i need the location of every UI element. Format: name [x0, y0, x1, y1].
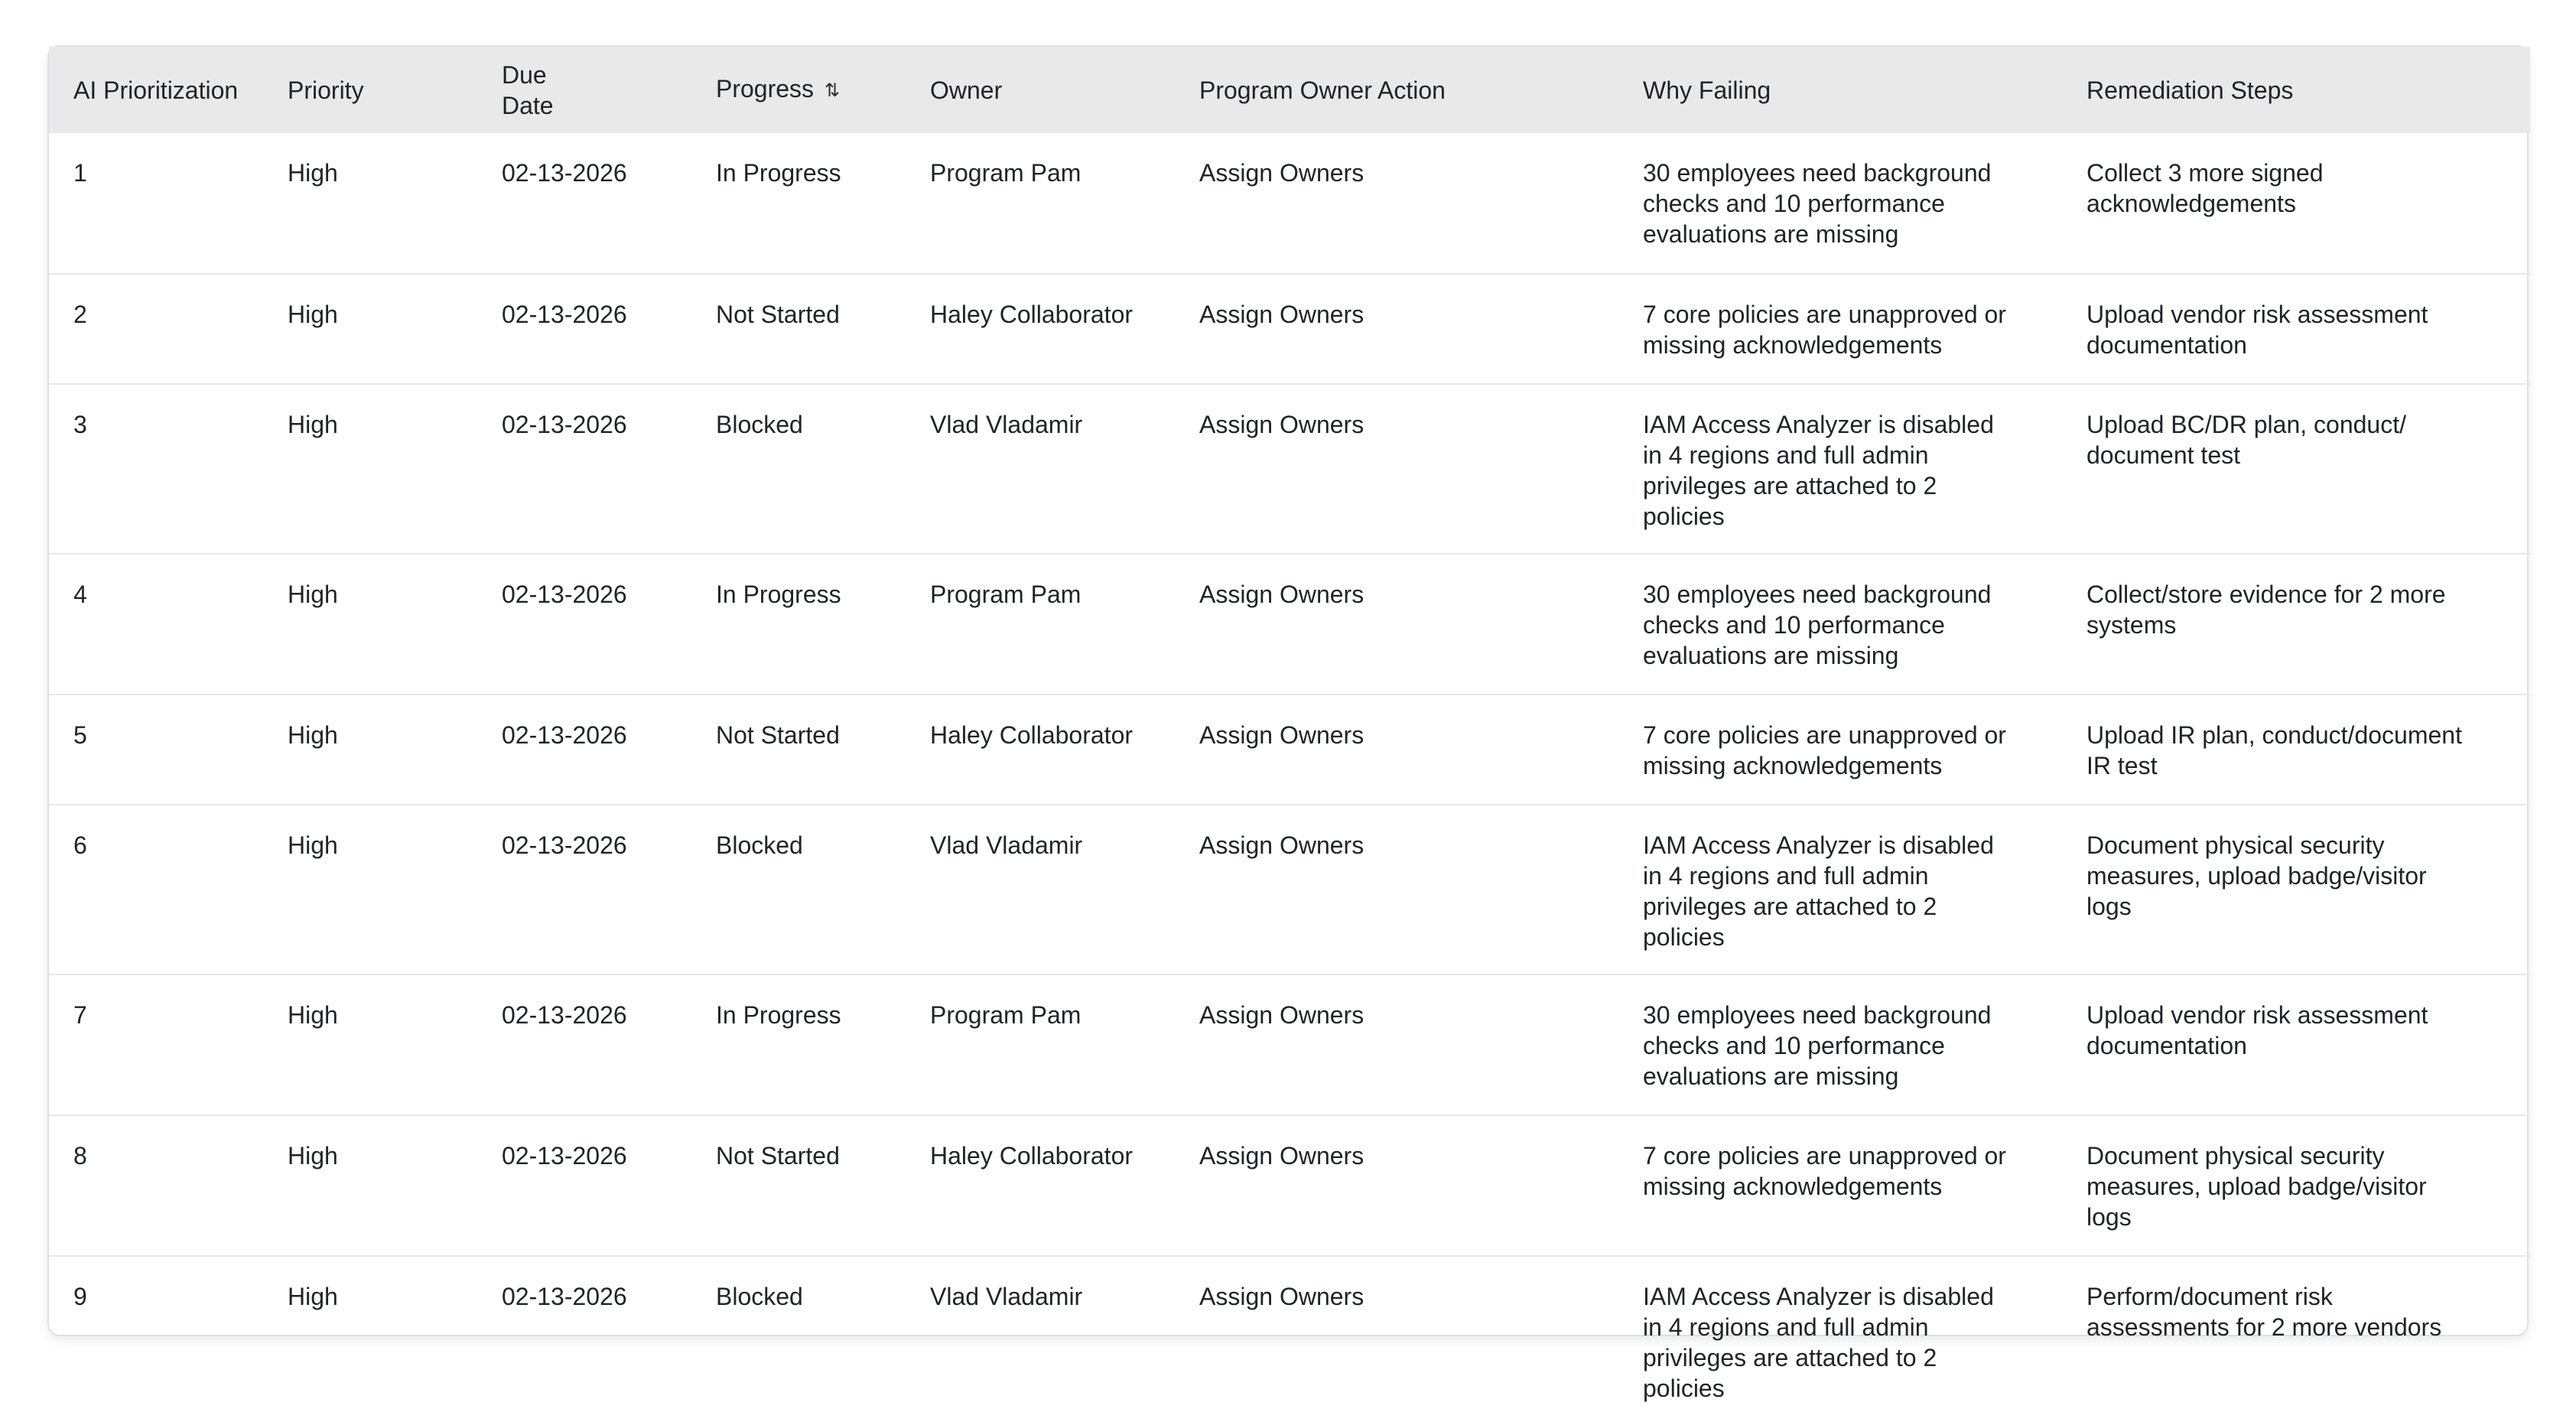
- cell-priority: High: [288, 301, 338, 328]
- cell-priority: High: [288, 1001, 338, 1029]
- cell-rank: 3: [73, 411, 87, 438]
- cell-progress: Not Started: [716, 721, 840, 749]
- cell-progress: Not Started: [716, 301, 840, 328]
- cell-remediation-steps: Document physical security measures, upload badge/visitor logs: [2086, 831, 2427, 920]
- cell-priority: High: [288, 721, 338, 749]
- remediation-table: [49, 47, 2530, 1425]
- cell-rank: 5: [73, 721, 87, 749]
- cell-priority: High: [288, 1283, 338, 1310]
- cell-remediation-steps: Upload BC/DR plan, conduct/ document test: [2086, 411, 2406, 469]
- cell-progress: Not Started: [716, 1142, 840, 1170]
- cell-program-owner-action[interactable]: Assign Owners: [1199, 1283, 1364, 1310]
- cell-priority: High: [288, 159, 338, 187]
- cell-why-failing: 7 core policies are unapproved or missing acknowledgements: [1643, 721, 2006, 779]
- sort-arrows-icon[interactable]: ⇅: [825, 80, 841, 101]
- cell-due-date: 02-13-2026: [502, 831, 627, 859]
- cell-remediation-steps: Collect 3 more signed acknowledgements: [2086, 159, 2324, 217]
- cell-owner: Vlad Vladamir: [930, 1283, 1083, 1310]
- cell-priority: High: [288, 581, 338, 608]
- cell-rank: 7: [73, 1001, 87, 1029]
- cell-why-failing: 30 employees need background checks and 10 performance evaluations are missing: [1643, 581, 1992, 669]
- cell-progress: Blocked: [716, 411, 803, 438]
- cell-rank: 8: [73, 1142, 87, 1170]
- table-row[interactable]: [49, 554, 2530, 695]
- cell-program-owner-action[interactable]: Assign Owners: [1199, 721, 1364, 749]
- cell-owner: Vlad Vladamir: [930, 831, 1083, 859]
- table-row[interactable]: [49, 805, 2530, 974]
- cell-remediation-steps: Upload vendor risk assessment documentation: [2086, 1001, 2428, 1059]
- cell-why-failing: IAM Access Analyzer is disabled in 4 regions and full admin privileges are attached to 2 policies: [1643, 1283, 1994, 1402]
- due-date-header-line2: Date: [502, 91, 554, 119]
- cell-program-owner-action[interactable]: Assign Owners: [1199, 581, 1364, 608]
- cell-progress: In Progress: [716, 1001, 841, 1029]
- cell-program-owner-action[interactable]: Assign Owners: [1199, 831, 1364, 859]
- column-header-due-date[interactable]: [477, 47, 691, 133]
- remediation-table-card: [47, 45, 2529, 1402]
- cell-due-date: 02-13-2026: [502, 301, 627, 328]
- column-header-priority[interactable]: Priority: [288, 76, 364, 104]
- cell-program-owner-action[interactable]: Assign Owners: [1199, 411, 1364, 438]
- cell-why-failing: IAM Access Analyzer is disabled in 4 regions and full admin privileges are attached to 2 policies: [1643, 831, 1994, 951]
- cell-progress: Blocked: [716, 831, 803, 859]
- table-row[interactable]: [49, 1256, 2530, 1425]
- cell-why-failing: 30 employees need background checks and 10 performance evaluations are missing: [1643, 1001, 1992, 1090]
- cell-rank: 6: [73, 831, 87, 859]
- cell-remediation-steps: Collect/store evidence for 2 more systems: [2086, 581, 2446, 639]
- cell-rank: 9: [73, 1283, 87, 1310]
- cell-progress: Blocked: [716, 1283, 803, 1310]
- cell-program-owner-action[interactable]: Assign Owners: [1199, 159, 1364, 187]
- cell-why-failing: IAM Access Analyzer is disabled in 4 regions and full admin privileges are attached to 2 policies: [1643, 411, 1994, 530]
- cell-priority: High: [288, 1142, 338, 1170]
- cell-owner: Program Pam: [930, 1001, 1081, 1029]
- cell-owner: Haley Collaborator: [930, 1142, 1134, 1170]
- cell-program-owner-action[interactable]: Assign Owners: [1199, 1142, 1364, 1170]
- cell-why-failing: 7 core policies are unapproved or missing acknowledgements: [1643, 301, 2006, 359]
- cell-due-date: 02-13-2026: [502, 1283, 627, 1310]
- cell-owner: Program Pam: [930, 581, 1081, 608]
- table-header-row: [49, 47, 2530, 133]
- cell-owner: Program Pam: [930, 159, 1081, 187]
- cell-why-failing: 7 core policies are unapproved or missing acknowledgements: [1643, 1142, 2006, 1200]
- column-header-owner[interactable]: Owner: [930, 76, 1003, 104]
- table-row[interactable]: [49, 274, 2530, 384]
- column-header-progress[interactable]: [691, 47, 906, 133]
- cell-remediation-steps: Upload vendor risk assessment documentation: [2086, 301, 2428, 359]
- cell-owner: Vlad Vladamir: [930, 411, 1083, 438]
- cell-due-date: 02-13-2026: [502, 1001, 627, 1029]
- cell-priority: High: [288, 411, 338, 438]
- due-date-header-line1: Due: [502, 60, 547, 89]
- progress-header-label: Progress: [716, 75, 815, 103]
- cell-remediation-steps: Document physical security measures, upload badge/visitor logs: [2086, 1142, 2427, 1231]
- cell-progress: In Progress: [716, 581, 841, 608]
- cell-rank: 2: [73, 301, 87, 328]
- column-header-program-owner-action[interactable]: Program Owner Action: [1199, 76, 1446, 104]
- cell-due-date: 02-13-2026: [502, 581, 627, 608]
- cell-program-owner-action[interactable]: Assign Owners: [1199, 1001, 1364, 1029]
- table-row[interactable]: [49, 1115, 2530, 1256]
- cell-rank: 1: [73, 159, 87, 187]
- column-header-why-failing[interactable]: Why Failing: [1643, 76, 1771, 104]
- cell-progress: In Progress: [716, 159, 841, 187]
- cell-remediation-steps: Upload IR plan, conduct/document IR test: [2086, 721, 2462, 779]
- column-header-ai-prioritization[interactable]: AI Prioritization: [73, 76, 239, 104]
- cell-due-date: 02-13-2026: [502, 411, 627, 438]
- column-header-remediation-steps[interactable]: Remediation Steps: [2086, 76, 2294, 104]
- table-row[interactable]: [49, 695, 2530, 805]
- cell-owner: Haley Collaborator: [930, 721, 1134, 749]
- cell-why-failing: 30 employees need background checks and 10 performance evaluations are missing: [1643, 159, 1992, 248]
- table-row[interactable]: [49, 133, 2530, 274]
- cell-rank: 4: [73, 581, 87, 608]
- cell-owner: Haley Collaborator: [930, 301, 1134, 328]
- table-row[interactable]: [49, 384, 2530, 554]
- cell-due-date: 02-13-2026: [502, 721, 627, 749]
- table-row[interactable]: [49, 974, 2530, 1115]
- cell-program-owner-action[interactable]: Assign Owners: [1199, 301, 1364, 328]
- cell-due-date: 02-13-2026: [502, 1142, 627, 1170]
- cell-due-date: 02-13-2026: [502, 159, 627, 187]
- cell-remediation-steps: Perform/document risk assessments for 2 more vendors: [2086, 1283, 2442, 1341]
- cell-priority: High: [288, 831, 338, 859]
